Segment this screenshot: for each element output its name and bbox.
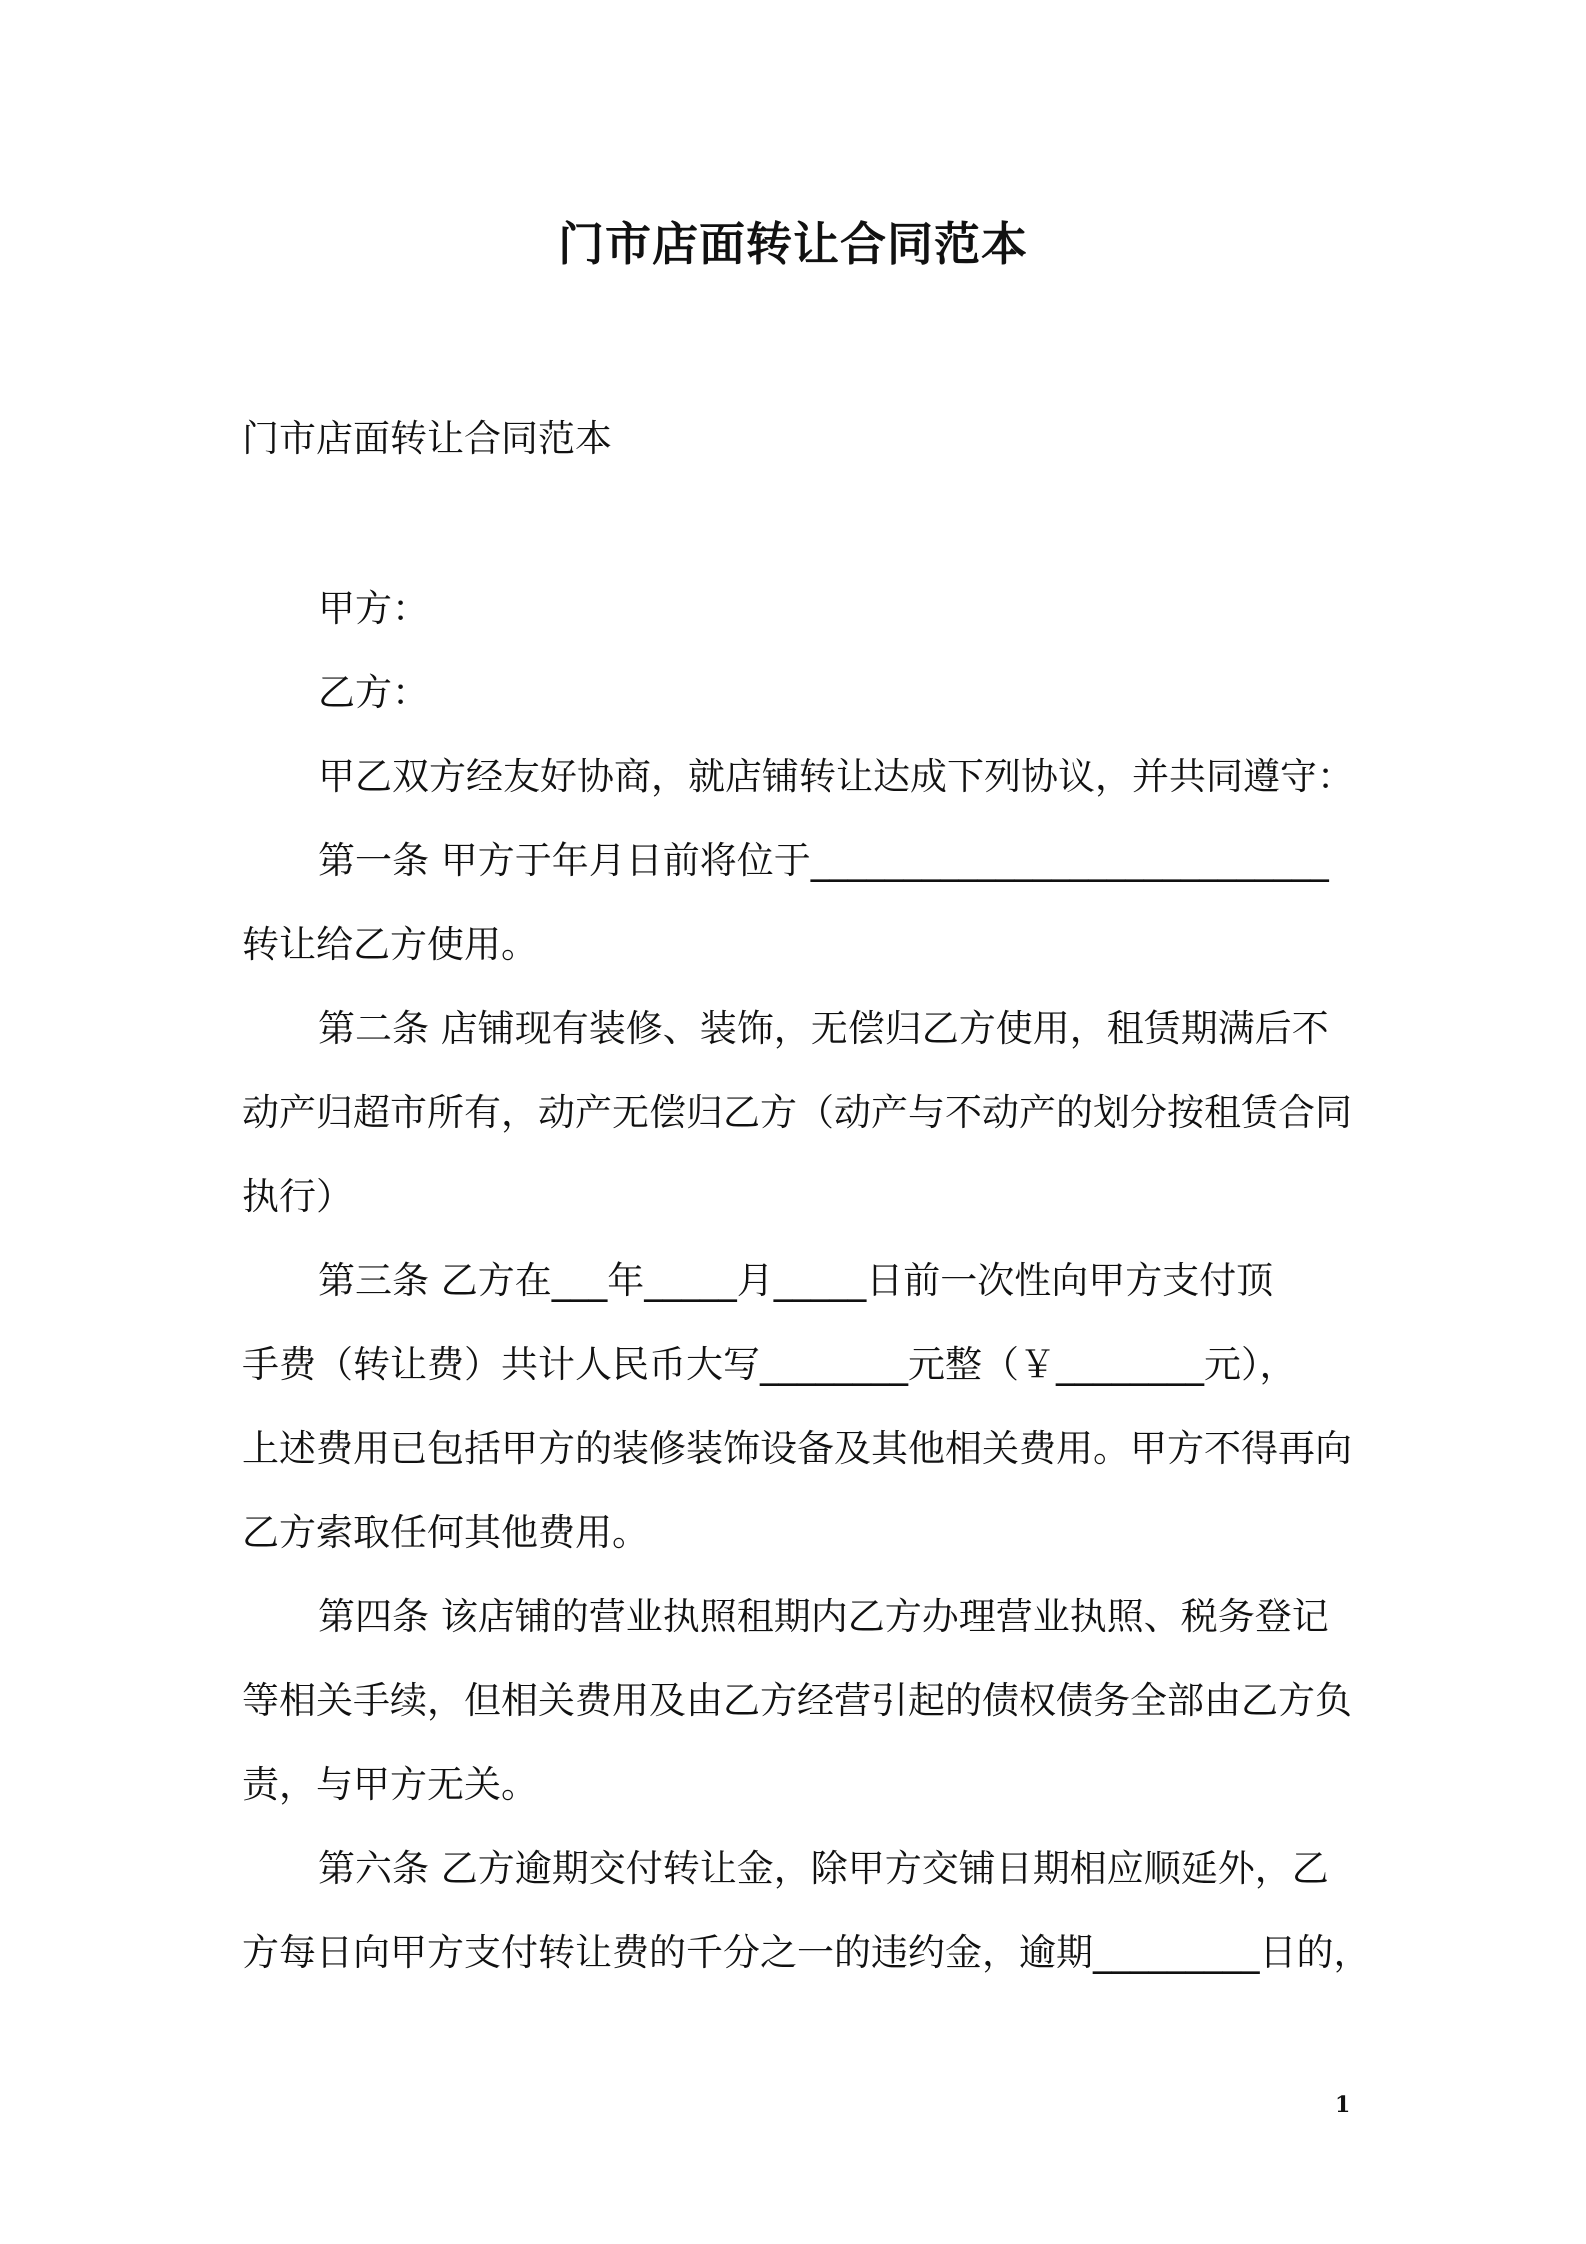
article-2-line-2: 动产归超市所有，动产无偿归乙方（动产与不动产的划分按租赁合同: [242, 1091, 1352, 1134]
party-b-label: 乙方：: [318, 671, 429, 714]
document-subtitle: 门市店面转让合同范本: [242, 417, 612, 460]
article-3-line-1: 第三条 乙方在___年_____月_____日前一次性向甲方支付顶: [318, 1259, 1274, 1302]
party-a-label: 甲方：: [318, 587, 429, 630]
page-number: 1: [1335, 2092, 1351, 2118]
agreement-intro: 甲乙双方经友好协商，就店铺转让达成下列协议，并共同遵守：: [318, 755, 1354, 798]
article-3-line-2: 手费（转让费）共计人民币大写________元整（￥________元），: [242, 1343, 1297, 1386]
article-3-line-3: 上述费用已包括甲方的装修装饰设备及其他相关费用。甲方不得再向: [242, 1427, 1352, 1470]
article-3-line-4: 乙方索取任何其他费用。: [242, 1511, 649, 1554]
article-4-line-1: 第四条 该店铺的营业执照租期内乙方办理营业执照、税务登记: [318, 1595, 1329, 1638]
article-1-line-2: 转让给乙方使用。: [242, 923, 538, 966]
article-1-line-1: 第一条 甲方于年月日前将位于____________________________: [318, 839, 1329, 882]
article-6-line-1: 第六条 乙方逾期交付转让金，除甲方交铺日期相应顺延外，乙: [318, 1847, 1329, 1890]
article-4-line-3: 责，与甲方无关。: [242, 1763, 538, 1806]
article-2-line-1: 第二条 店铺现有装修、装饰，无偿归乙方使用，租赁期满后不: [318, 1007, 1329, 1050]
document-title: 门市店面转让合同范本: [558, 217, 1028, 271]
article-4-line-2: 等相关手续，但相关费用及由乙方经营引起的债权债务全部由乙方负: [242, 1679, 1352, 1722]
article-6-line-2: 方每日向甲方支付转让费的千分之一的违约金，逾期_________日的，: [242, 1931, 1371, 1974]
article-2-line-3: 执行）: [242, 1175, 353, 1218]
